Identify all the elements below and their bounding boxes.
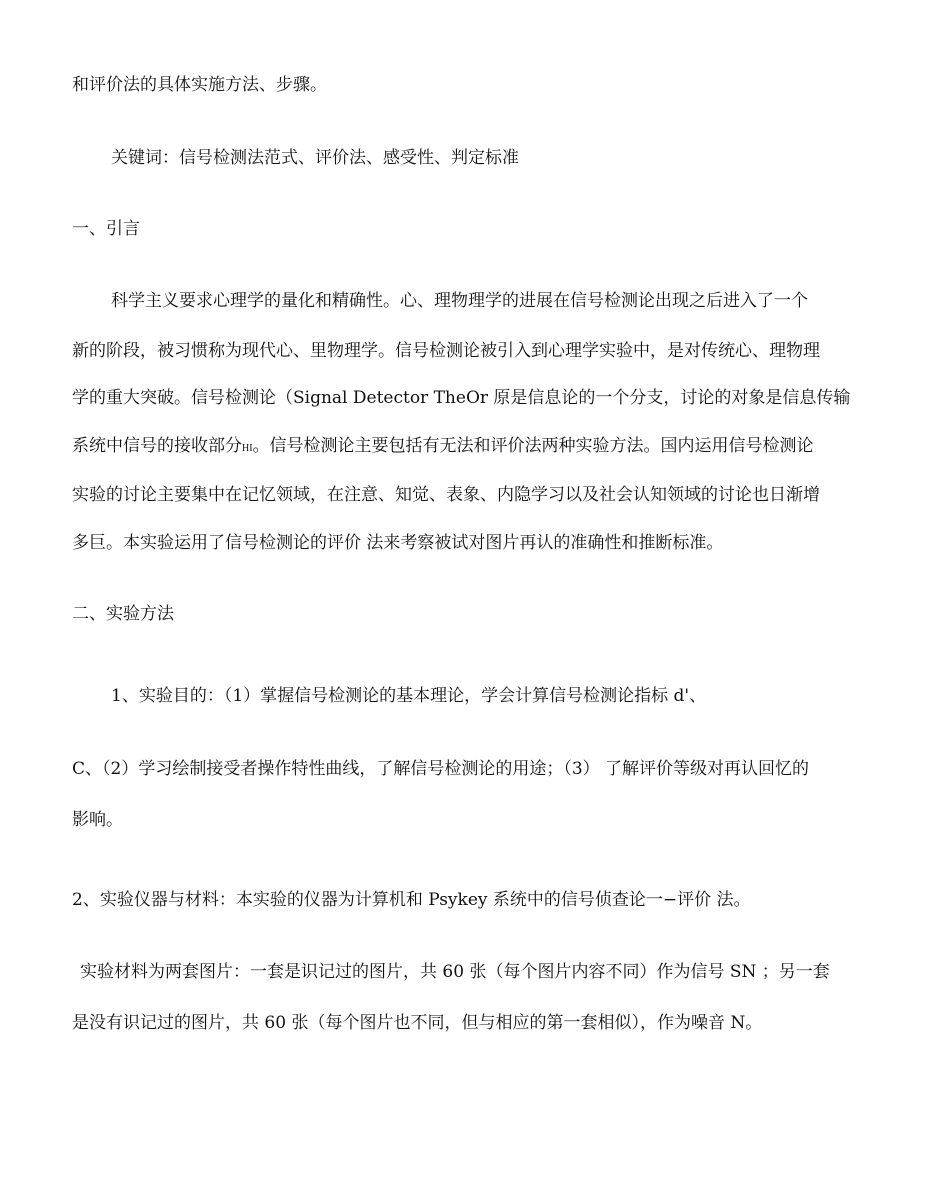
- paragraph-line: C、（2）学习绘制接受者操作特性曲线，了解信号检测论的用途；（3） 了解评价等级对再认回忆的: [72, 759, 810, 779]
- paragraph-line: 实验材料为两套图片：一套是识记过的图片，共 60 张（每个图片内容不同）作为信号 SN ；另一套: [80, 962, 830, 982]
- paragraph-line: 1、实验目的：（1）掌握信号检测论的基本理论，学会计算信号检测论指标 d'、: [111, 686, 707, 706]
- paragraph-line: 学的重大突破。信号检测论（Signal Detector TheOr 原是信息论的一个分支，讨论的对象是信息传输: [72, 388, 851, 408]
- paragraph-line: 科学主义要求心理学的量化和精确性。心、理物理学的进展在信号检测论出现之后进入了一个: [111, 291, 808, 311]
- paragraph-line: 实验的讨论主要集中在记忆领域，在注意、知觉、表象、内隐学习以及社会认知领域的讨论也日渐增: [72, 485, 820, 505]
- section-heading-method: 二、实验方法: [72, 604, 174, 624]
- section-heading-introduction: 一、引言: [72, 219, 140, 239]
- paragraph-line: 影响。: [72, 810, 123, 830]
- keywords-line: 关键词：信号检测法范式、评价法、感受性、判定标准: [111, 148, 519, 168]
- citation-superscript: HI: [242, 443, 253, 454]
- paragraph-text: 。信号检测论主要包括有无法和评价法两种实验方法。国内运用信号检测论: [252, 436, 814, 456]
- paragraph-line: 新的阶段，被习惯称为现代心、里物理学。信号检测论被引入到心理学实验中，是对传统心、理物理: [72, 341, 820, 361]
- paragraph-line: 是没有识记过的图片，共 60 张（每个图片也不同，但与相应的第一套相似），作为噪音 N。: [72, 1013, 763, 1033]
- paragraph-line: 2、实验仪器与材料：本实验的仪器为计算机和 Psykey 系统中的信号侦查论一−评价 法。: [72, 890, 751, 910]
- paragraph-line: 和评价法的具体实施方法、步骤。: [72, 75, 327, 95]
- paragraph-line: [72, 436, 814, 459]
- paragraph-line: 多巨。本实验运用了信号检测论的评价 法来考察被试对图片再认的准确性和推断标准。: [72, 533, 724, 553]
- paragraph-text: 系统中信号的接收部分: [72, 436, 242, 456]
